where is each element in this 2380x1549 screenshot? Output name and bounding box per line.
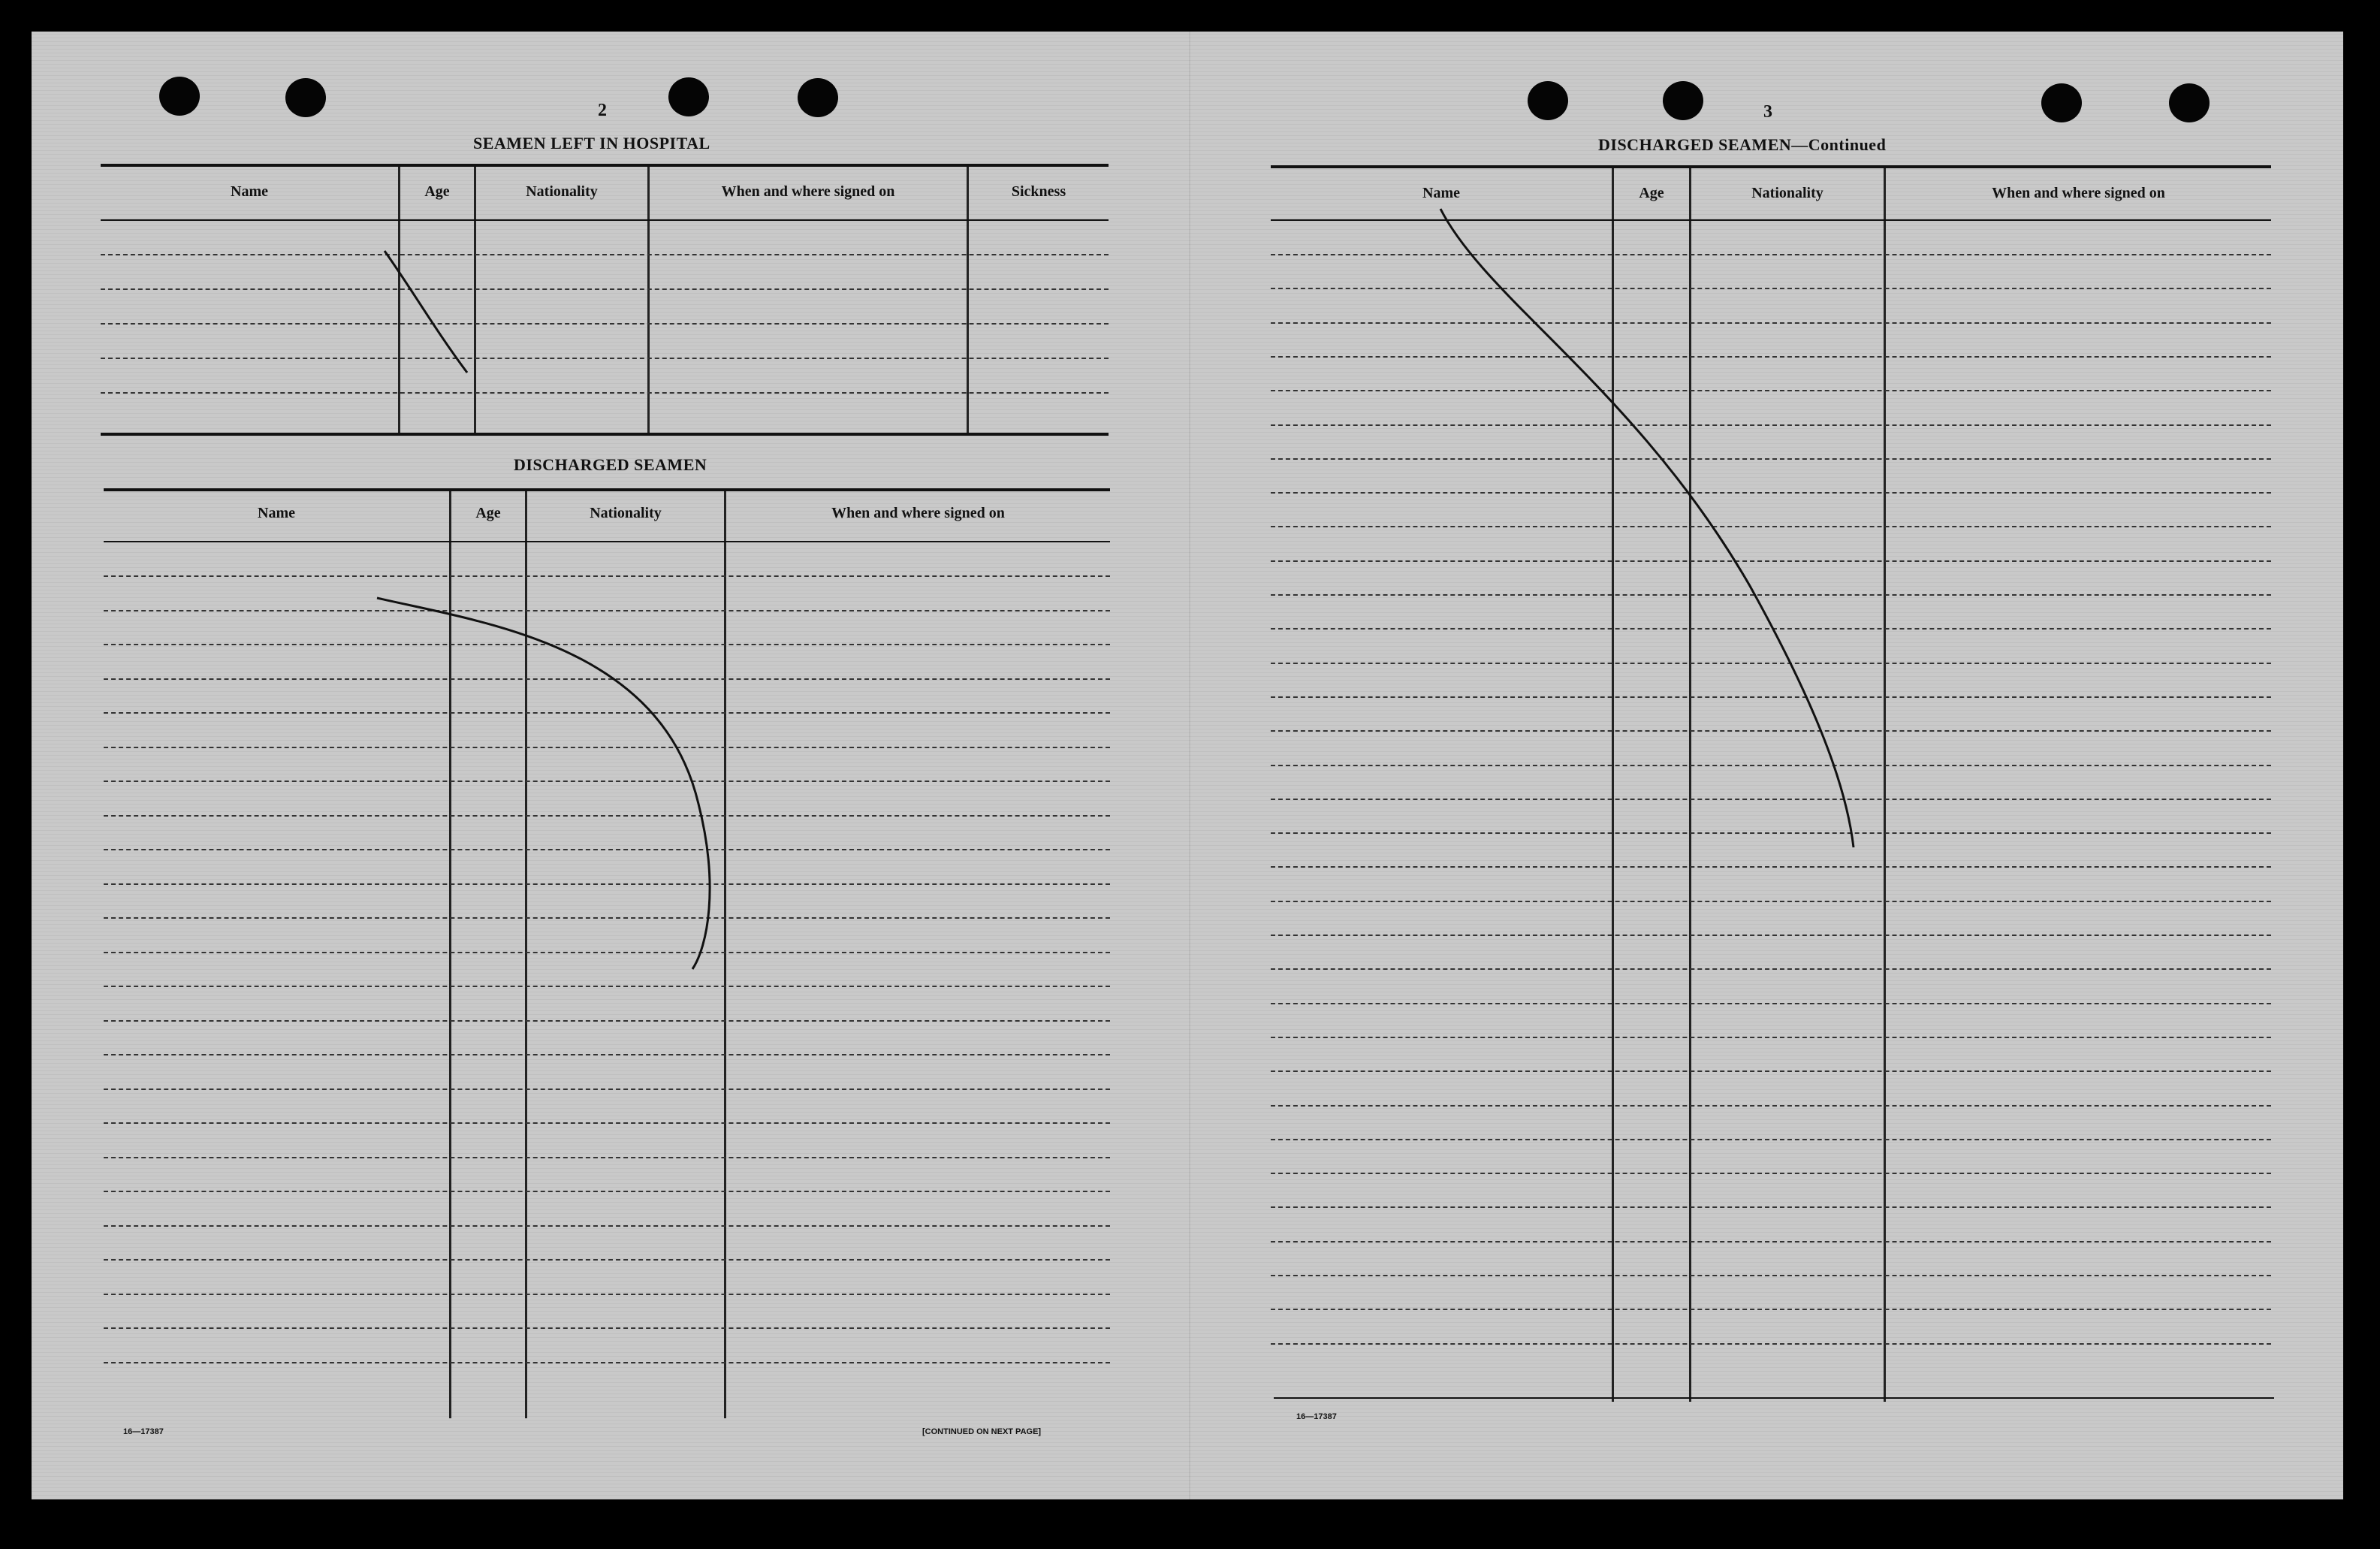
right-page-number: 3 <box>1763 102 1772 122</box>
hospital-table-title: SEAMEN LEFT IN HOSPITAL <box>473 134 710 152</box>
right-col-name: Name <box>1422 185 1460 201</box>
left-form-number: 16—17387 <box>123 1427 164 1436</box>
void-stroke-discharged-left <box>377 598 710 969</box>
hospital-col-sickness: Sickness <box>1011 183 1066 200</box>
discharged-col-nationality: Nationality <box>590 505 662 521</box>
hospital-col-signed-on: When and where signed on <box>721 183 895 200</box>
continued-note: [CONTINUED ON NEXT PAGE] <box>922 1427 1042 1436</box>
hospital-col-name: Name <box>231 183 268 200</box>
void-stroke-discharged-right <box>1440 209 1854 847</box>
right-discharged-title-continued: —Continued <box>1791 135 1887 154</box>
hospital-col-nationality: Nationality <box>526 183 598 200</box>
right-form-number: 16—17387 <box>1296 1412 1337 1421</box>
discharged-col-name: Name <box>258 505 295 521</box>
right-col-signed-on: When and where signed on <box>1992 185 2165 201</box>
left-page-number: 2 <box>598 101 607 120</box>
discharged-col-age: Age <box>475 505 501 521</box>
discharged-col-signed-on: When and where signed on <box>831 505 1005 521</box>
right-col-nationality: Nationality <box>1751 185 1823 201</box>
right-discharged-title-main: DISCHARGED SEAMEN <box>1598 135 1792 154</box>
hospital-col-age: Age <box>424 183 450 200</box>
right-col-age: Age <box>1639 185 1664 201</box>
void-stroke-hospital <box>385 251 467 373</box>
discharged-table-title: DISCHARGED SEAMEN <box>514 455 707 474</box>
